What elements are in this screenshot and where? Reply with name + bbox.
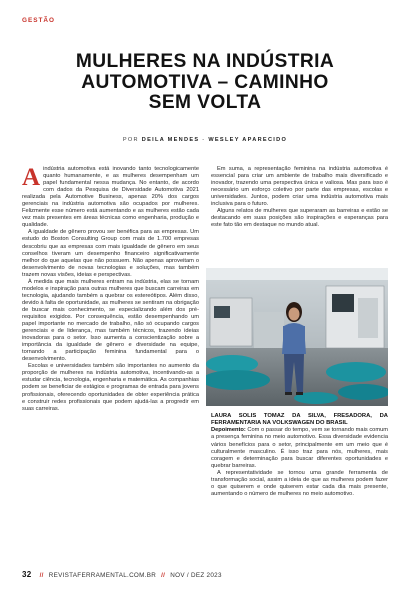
author-1: DEILA MENDES <box>141 137 200 143</box>
photo-factory-worker <box>206 268 388 406</box>
author-2: WESLEY APARECIDO <box>208 137 288 143</box>
testimonial-text: Depoimento: Com o passar do tempo, vem se tornando mais comum a presença feminina no meio automotivo. Essa diversidade evidencia vários benefícios para o setor, principalmente em um meio que é culturalmente masculino. É isso traz para nós, mulheres, mais coragem e determinação para buscar diferentes oportunidades e quebrar barreiras. <box>211 427 388 469</box>
byline <box>22 137 388 143</box>
paragraph: A igualdade de gênero provou ser benéfica para as empresas. Um estudo do Boston Consulting Group com mais de 1.700 empresas descobriu que as empresas com mais igualdade de gênero em seus conselhos tiveram um desempenho financeiro significativamente melhor do que aquelas que não possuem. Não apenas aproveitam o desenvolvimento de novas tecnologias e soluções, mas também trazem novas visões, ideias e perspectivas. <box>22 229 199 278</box>
paragraph: Escolas e universidades também são importantes no aumento da proporção de mulheres na indústria automotiva, incentivando-as a estudar ciência, tecnologia, engenharia e matemática. As companhias podem se beneficiar de estágios e programas de entrada para jovens profissionais, oferecendo oportunidades de obter experiência prática e construir redes profissionais que podem ajudá-las a progredir em suas carreiras. <box>22 363 199 412</box>
byline-separator: - <box>202 137 206 143</box>
paragraph: Em suma, a representação feminina na indústria automotiva é essencial para criar um ambiente de trabalho mais diversificado e inovador, trazendo uma perspectiva única e valiosa. Mas para isso é necessário um esforço coletivo por parte das empresas, escolas e universidades. Juntos, podem criar uma indústria automotiva mais inclusiva para o futuro. <box>211 166 388 208</box>
footer-divider: // <box>39 572 44 579</box>
left-column <box>22 166 199 413</box>
section-label: GESTÃO <box>22 17 55 24</box>
title-line-1: MULHERES NA INDÚSTRIA <box>75 51 335 72</box>
article-title <box>40 52 370 114</box>
paragraph: Alguns relatos de mulheres que superaram as barreiras e estão se destacando em suas posições são inspirações e esperanças para este fato tão em destaque no mundo atual. <box>211 208 388 229</box>
right-column <box>211 166 388 229</box>
paragraph: A representatividade se tornou uma grande ferramenta de transformação social, assim a ideia de que as mulheres podem fazer o que quiserem e onde quiserem estar cada dia mais presente, aumentando o número de mulheres no meio automotivo. <box>211 469 388 497</box>
footer-issue: NOV / DEZ 2023 <box>170 572 222 579</box>
testimonial-block <box>211 413 388 498</box>
title-line-2: AUTOMOTIVA – CAMINHO <box>81 71 329 93</box>
footer-divider: // <box>161 572 166 579</box>
page-footer <box>22 570 222 579</box>
title-line-3: SEM VOLTA <box>148 92 262 113</box>
factory-photo-illustration <box>206 268 388 406</box>
footer-website: REVISTAFERRAMENTAL.COM.BR <box>48 572 157 579</box>
testimonial-lead: Depoimento: <box>211 427 246 434</box>
page-number: 32 <box>22 570 32 579</box>
photo-caption: LAURA SOLIS TOMAZ DA SILVA, FRESADORA, DA FERRAMENTARIA NA VOLKSWAGEN DO BRASIL <box>211 413 388 427</box>
drop-cap: A <box>22 164 41 191</box>
paragraph: À medida que mais mulheres entram na indústria, elas se tornam modelos e inspiração para outras mulheres que buscam carreiras em tecnologia, ajudando também a quebrar os estereótipos. Além disso, devido à falta de oportunidade, as mulheres se sentiram na obrigação de buscar mais conhecimento, se especializando além dos pré-requisitos exigidos. Por consequência, estão desempenhando um papel importante no mercado de trabalho, não só ocupando cargos gerenciais e de liderança, mas também técnicos, trazendo ideias inovadoras para o setor. Isso aumenta a conscientização sobre a importância da igualdade de gênero e diversidade na equipe, tornando a participação feminina fundamental para o desenvolvimento. <box>22 278 199 363</box>
byline-prefix: POR <box>122 137 139 143</box>
paragraph: Aindústria automotiva está inovando tanto tecnologicamente quanto humanamente, e as mulheres desempenham um papel fundamental nessa mudança. No entanto, de acordo com dados da Pesquisa de Diversidade Automotiva 2021 realizada pela Automotive Business, apenas 20% dos cargos gerenciais na indústria automotiva são ocupados por mulheres. Felizmente esse número está aumentando e as mulheres estão cada vez mais presentes em áreas técnicas como engenharia, produção e qualidade. <box>22 164 199 229</box>
